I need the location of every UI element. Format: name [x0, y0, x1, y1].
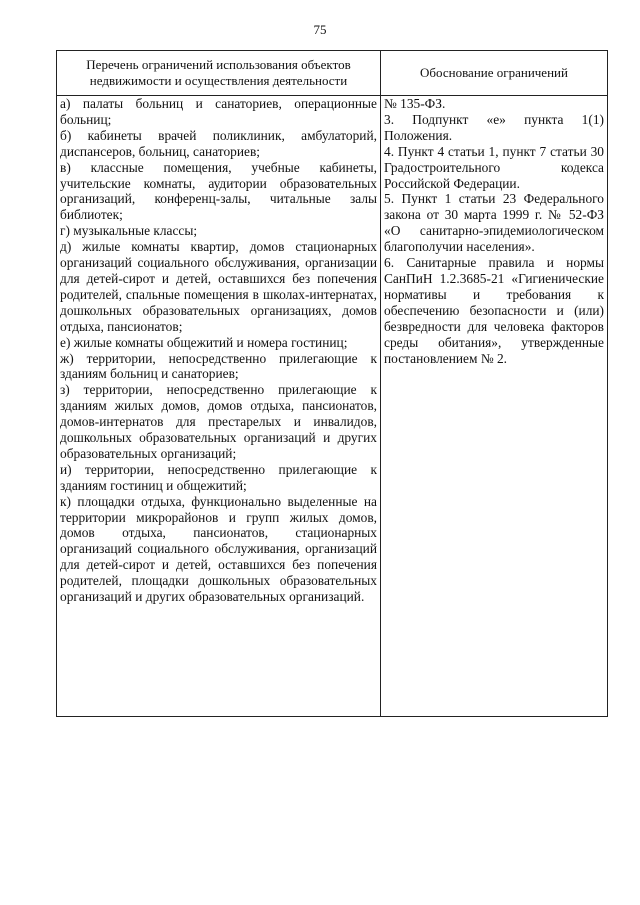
table-row: [57, 96, 608, 717]
list-item: е) жилые комнаты общежитий и номера гостиниц;: [60, 334, 348, 350]
list-item: б) кабинеты врачей поликлиник, амбулаторий, диспансеров, больниц, санаториев;: [60, 127, 377, 159]
list-item: 5. Пункт 1 статьи 23 Федерального закона от 30 марта 1999 г. № 52-ФЗ «О санитарно-эпидемиологическом благополучии населения».: [384, 191, 604, 255]
list-item: к) площадки отдыха, функционально выделенные на территории микрорайонов и групп жилых домов, домов отдыха, пансионатов, стационарных организаций социального обслуживания, организаций для детей-сирот и детей, оставшихся без попечения родителей, площадки дошкольных образовательных организаций и других образовательных организаций.: [60, 493, 377, 605]
justification-cell: [381, 96, 608, 717]
list-item: 6. Санитарные правила и нормы СанПиН 1.2.3685-21 «Гигиенические нормативы и требования к обеспечению безопасности и (или) безвредности для человека факторов среды обитания», утвержденные постановлением № 2.: [384, 255, 604, 366]
table-header-row: [57, 51, 608, 96]
header-justification: Обоснование ограничений: [381, 51, 608, 96]
list-item: и) территории, непосредственно прилегающие к зданиям гостиниц и общежитий;: [60, 461, 377, 493]
list-item: з) территории, непосредственно прилегающие к зданиям жилых домов, домов отдыха, пансионатов, домов-интернатов для престарелых и инвалидов, дошкольных образовательных организаций и других образовательных организаций;: [60, 382, 377, 461]
list-item: а) палаты больниц и санаториев, операционные больниц;: [60, 96, 377, 127]
header-restrictions: Перечень ограничений использования объектов недвижимости и осуществления деятельности: [57, 51, 381, 96]
list-item: ж) территории, непосредственно прилегающие к зданиям больниц и санаториев;: [60, 350, 377, 382]
list-item: 4. Пункт 4 статьи 1, пункт 7 статьи 30 Градостроительного кодекса Российской Федерации.: [384, 143, 604, 191]
list-item: 3. Подпункт «е» пункта 1(1) Положения.: [384, 111, 604, 143]
page-number: 75: [313, 22, 327, 37]
list-item: г) музыкальные классы;: [60, 223, 198, 239]
list-item: в) классные помещения, учебные кабинеты, учительские комнаты, аудитории образовательных организаций, конференц-залы, читальные залы библиотек;: [60, 159, 377, 223]
restrictions-cell: [57, 96, 381, 717]
restrictions-table: [56, 50, 608, 717]
list-item: № 135-ФЗ.: [384, 96, 446, 111]
list-item: д) жилые комнаты квартир, домов стационарных организаций социального обслуживания, организации для детей-сирот и детей, оставшихся без попечения родителей, спальные помещения в школах-интернатах, дошкольных образовательных организациях, домов отдыха, пансионатов;: [60, 239, 377, 334]
